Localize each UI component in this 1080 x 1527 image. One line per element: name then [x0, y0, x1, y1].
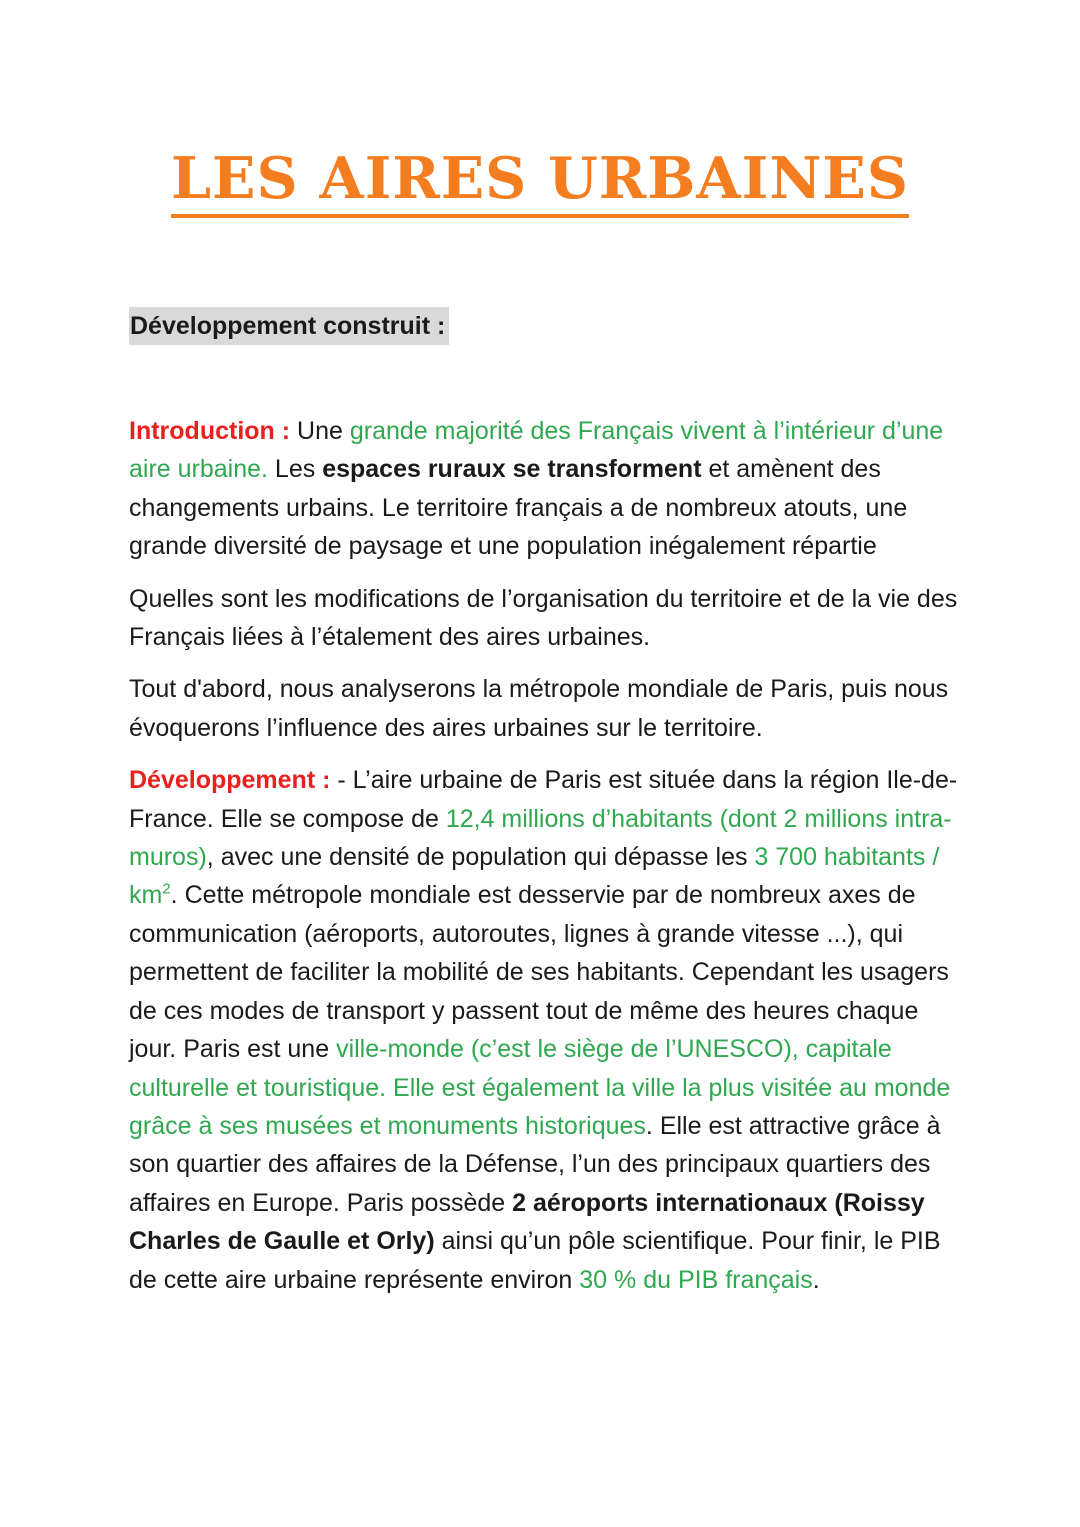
- text-run: . Cette métropole mondiale est desservie par de nombreux axes de communication (aéroports, autoroutes, lignes à grande vitesse ...), qui permettent de faciliter la mobilité de ses habitants. Cependant les usagers de ces modes de transport y passent tout de même des heures chaque jour. Paris est une: [129, 881, 949, 1064]
- text-run: ainsi qu’un pôle scientifique. Pour finir, le PIB de cette aire urbaine représente environ: [129, 1227, 941, 1294]
- section-label: Développement construit :: [129, 307, 449, 345]
- bold-text: 2 aéroports internationaux (Roissy Charles de Gaulle et Orly): [129, 1188, 925, 1256]
- highlight-green: ville-monde (c’est le siège de l’UNESCO), capitale culturelle et touristique. Elle est également la ville la plus visitée au monde grâce à ses musées et monuments historiques: [129, 1035, 951, 1140]
- introduction-label: Introduction :: [129, 417, 291, 445]
- introduction-paragraph: [129, 412, 959, 566]
- density-value: 3 700 habitants / km: [129, 843, 940, 910]
- text-run: Une: [290, 417, 350, 445]
- text-run: - L’aire urbaine de Paris est située dans la région Ile-de-France. Elle se compose de: [129, 766, 958, 833]
- text-run: . Elle est attractive grâce à son quartier des affaires de la Défense, l’un des principaux quartiers des affaires en Europe. Paris possède: [129, 1111, 941, 1217]
- superscript: 2: [162, 881, 171, 899]
- developpement-label: Développement :: [129, 766, 331, 795]
- text-run: , avec une densité de population qui dépasse les: [206, 843, 755, 872]
- text-run: et amènent des changements urbains. Le territoire français a de nombreux atouts, une grande diversité de paysage et une population inégalement répartie: [129, 455, 908, 561]
- highlight-green: 12,4 millions d’habitants (dont 2 millions intra-muros): [129, 804, 952, 872]
- highlight-green: 30 % du PIB français: [579, 1265, 813, 1294]
- bold-text: espaces ruraux se transforment: [322, 455, 702, 484]
- developpement-paragraph: [129, 761, 959, 1299]
- title-text: LES AIRES URBAINES: [171, 145, 909, 218]
- text-run: Les: [267, 455, 323, 484]
- document-body: [129, 412, 959, 1313]
- highlight-green: grande majorité des Français vivent à l’intérieur d’une aire urbaine.: [129, 417, 944, 484]
- plan-paragraph: Tout d'abord, nous analyserons la métropole mondiale de Paris, puis nous évoquerons l’influence des aires urbaines sur le territoire.: [129, 675, 949, 742]
- question-paragraph: Quelles sont les modifications de l’organisation du territoire et de la vie des Français liées à l’étalement des aires urbaines.: [129, 584, 958, 652]
- text-run: .: [812, 1265, 820, 1294]
- page-title: [0, 142, 1080, 216]
